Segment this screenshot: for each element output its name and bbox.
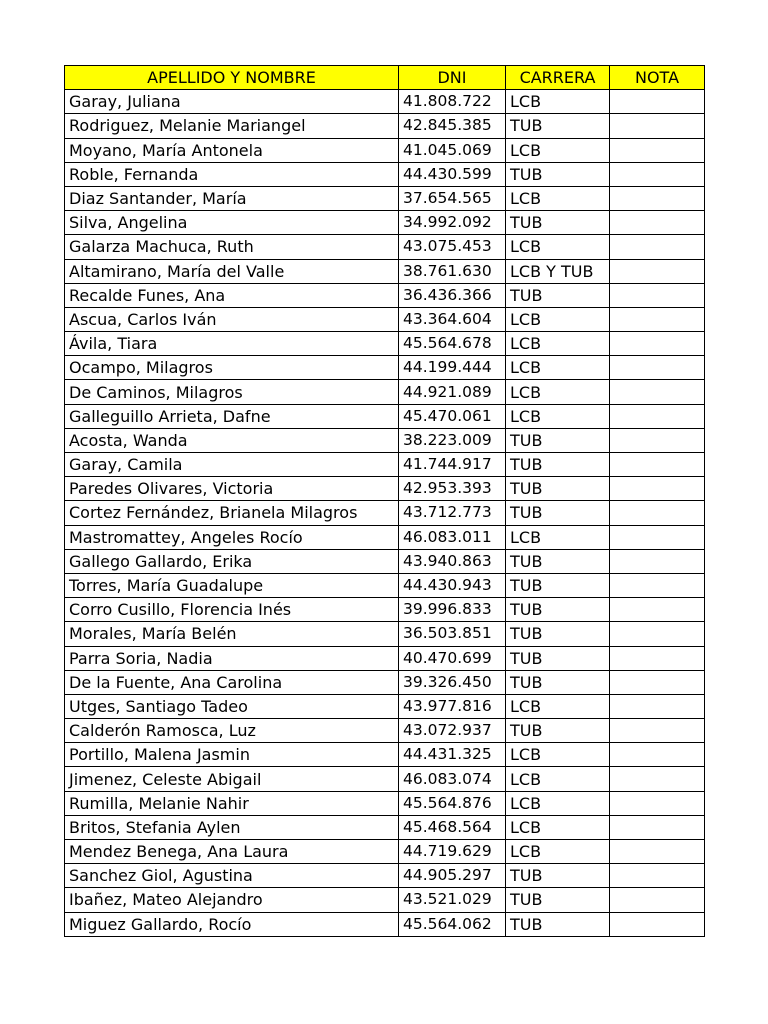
table-row [65, 211, 705, 235]
grade-cell [610, 235, 705, 259]
grade-cell [610, 767, 705, 791]
dni-cell: 38.223.009 [399, 428, 506, 452]
dni-cell: 45.468.564 [399, 815, 506, 839]
student-name-cell: Corro Cusillo, Florencia Inés [65, 598, 399, 622]
career-cell: TUB [506, 646, 610, 670]
header-name: APELLIDO Y NOMBRE [65, 66, 399, 90]
student-name-cell: Galleguillo Arrieta, Dafne [65, 404, 399, 428]
dni-cell: 41.045.069 [399, 138, 506, 162]
student-name-cell: Ascua, Carlos Iván [65, 307, 399, 331]
career-cell: TUB [506, 573, 610, 597]
dni-cell: 39.996.833 [399, 598, 506, 622]
student-name-cell: Calderón Ramosca, Luz [65, 719, 399, 743]
table-row [65, 283, 705, 307]
table-header [65, 66, 705, 90]
student-name-cell: De Caminos, Milagros [65, 380, 399, 404]
career-cell: TUB [506, 211, 610, 235]
student-name-cell: Galarza Machuca, Ruth [65, 235, 399, 259]
dni-cell: 36.436.366 [399, 283, 506, 307]
grade-cell [610, 694, 705, 718]
dni-cell: 42.845.385 [399, 114, 506, 138]
dni-cell: 44.199.444 [399, 356, 506, 380]
header-row [65, 66, 705, 90]
student-name-cell: Mendez Benega, Ana Laura [65, 840, 399, 864]
dni-cell: 44.921.089 [399, 380, 506, 404]
dni-cell: 41.808.722 [399, 90, 506, 114]
dni-cell: 44.719.629 [399, 840, 506, 864]
table-row [65, 453, 705, 477]
table-row [65, 114, 705, 138]
grade-cell [610, 356, 705, 380]
student-name-cell: Jimenez, Celeste Abigail [65, 767, 399, 791]
dni-cell: 43.364.604 [399, 307, 506, 331]
dni-cell: 46.083.011 [399, 525, 506, 549]
student-name-cell: Roble, Fernanda [65, 162, 399, 186]
career-cell: TUB [506, 864, 610, 888]
grade-cell [610, 186, 705, 210]
table-row [65, 622, 705, 646]
career-cell: TUB [506, 719, 610, 743]
grade-cell [610, 453, 705, 477]
dni-cell: 44.905.297 [399, 864, 506, 888]
career-cell: TUB [506, 477, 610, 501]
dni-cell: 39.326.450 [399, 670, 506, 694]
career-cell: LCB [506, 356, 610, 380]
grade-cell [610, 162, 705, 186]
header-career: CARRERA [506, 66, 610, 90]
career-cell: TUB [506, 549, 610, 573]
student-name-cell: Moyano, María Antonela [65, 138, 399, 162]
table-row [65, 138, 705, 162]
dni-cell: 41.744.917 [399, 453, 506, 477]
table-row [65, 428, 705, 452]
career-cell: LCB [506, 694, 610, 718]
student-name-cell: De la Fuente, Ana Carolina [65, 670, 399, 694]
career-cell: LCB Y TUB [506, 259, 610, 283]
career-cell: TUB [506, 283, 610, 307]
table-row [65, 90, 705, 114]
dni-cell: 43.075.453 [399, 235, 506, 259]
table-row [65, 767, 705, 791]
student-name-cell: Rodriguez, Melanie Mariangel [65, 114, 399, 138]
table-row [65, 864, 705, 888]
career-cell: LCB [506, 815, 610, 839]
grade-cell [610, 912, 705, 936]
career-cell: TUB [506, 670, 610, 694]
table-row [65, 477, 705, 501]
dni-cell: 40.470.699 [399, 646, 506, 670]
grade-cell [610, 259, 705, 283]
grade-cell [610, 815, 705, 839]
table-row [65, 404, 705, 428]
career-cell: LCB [506, 767, 610, 791]
career-cell: LCB [506, 186, 610, 210]
grade-cell [610, 791, 705, 815]
grade-cell [610, 598, 705, 622]
dni-cell: 43.977.816 [399, 694, 506, 718]
student-name-cell: Ávila, Tiara [65, 332, 399, 356]
table-row [65, 719, 705, 743]
table-row [65, 259, 705, 283]
career-cell: LCB [506, 840, 610, 864]
dni-cell: 44.430.943 [399, 573, 506, 597]
grade-cell [610, 719, 705, 743]
dni-cell: 43.072.937 [399, 719, 506, 743]
career-cell: TUB [506, 428, 610, 452]
table-row [65, 356, 705, 380]
grade-cell [610, 549, 705, 573]
dni-cell: 44.431.325 [399, 743, 506, 767]
career-cell: TUB [506, 598, 610, 622]
grade-cell [610, 743, 705, 767]
grade-cell [610, 404, 705, 428]
student-name-cell: Parra Soria, Nadia [65, 646, 399, 670]
table-row [65, 912, 705, 936]
career-cell: TUB [506, 622, 610, 646]
table-row [65, 332, 705, 356]
dni-cell: 38.761.630 [399, 259, 506, 283]
table-row [65, 670, 705, 694]
career-cell: LCB [506, 332, 610, 356]
student-list-table [64, 65, 705, 937]
career-cell: LCB [506, 307, 610, 331]
table-row [65, 694, 705, 718]
grade-cell [610, 501, 705, 525]
table-row [65, 380, 705, 404]
student-name-cell: Sanchez Giol, Agustina [65, 864, 399, 888]
table-row [65, 186, 705, 210]
grade-cell [610, 380, 705, 404]
student-name-cell: Diaz Santander, María [65, 186, 399, 210]
student-name-cell: Silva, Angelina [65, 211, 399, 235]
grade-cell [610, 864, 705, 888]
student-name-cell: Altamirano, María del Valle [65, 259, 399, 283]
career-cell: TUB [506, 162, 610, 186]
grade-cell [610, 840, 705, 864]
table-row [65, 791, 705, 815]
grade-cell [610, 888, 705, 912]
student-name-cell: Garay, Camila [65, 453, 399, 477]
student-name-cell: Morales, María Belén [65, 622, 399, 646]
grade-cell [610, 283, 705, 307]
student-name-cell: Garay, Juliana [65, 90, 399, 114]
student-name-cell: Cortez Fernández, Brianela Milagros [65, 501, 399, 525]
header-dni: DNI [399, 66, 506, 90]
career-cell: LCB [506, 90, 610, 114]
table-row [65, 888, 705, 912]
grade-cell [610, 622, 705, 646]
career-cell: TUB [506, 888, 610, 912]
grade-cell [610, 138, 705, 162]
student-name-cell: Paredes Olivares, Victoria [65, 477, 399, 501]
grade-cell [610, 477, 705, 501]
grade-cell [610, 573, 705, 597]
career-cell: LCB [506, 743, 610, 767]
dni-cell: 43.940.863 [399, 549, 506, 573]
table-row [65, 162, 705, 186]
table-row [65, 598, 705, 622]
student-name-cell: Rumilla, Melanie Nahir [65, 791, 399, 815]
career-cell: LCB [506, 404, 610, 428]
table-row [65, 235, 705, 259]
dni-cell: 44.430.599 [399, 162, 506, 186]
student-name-cell: Gallego Gallardo, Erika [65, 549, 399, 573]
dni-cell: 36.503.851 [399, 622, 506, 646]
career-cell: TUB [506, 453, 610, 477]
student-name-cell: Utges, Santiago Tadeo [65, 694, 399, 718]
grade-cell [610, 670, 705, 694]
grade-cell [610, 646, 705, 670]
table-body [65, 90, 705, 937]
dni-cell: 34.992.092 [399, 211, 506, 235]
grade-cell [610, 332, 705, 356]
grade-cell [610, 428, 705, 452]
career-cell: LCB [506, 525, 610, 549]
grade-cell [610, 114, 705, 138]
dni-cell: 43.712.773 [399, 501, 506, 525]
student-name-cell: Britos, Stefania Aylen [65, 815, 399, 839]
grade-cell [610, 90, 705, 114]
career-cell: LCB [506, 380, 610, 404]
student-name-cell: Acosta, Wanda [65, 428, 399, 452]
dni-cell: 45.564.678 [399, 332, 506, 356]
dni-cell: 42.953.393 [399, 477, 506, 501]
student-name-cell: Recalde Funes, Ana [65, 283, 399, 307]
career-cell: LCB [506, 791, 610, 815]
table-row [65, 815, 705, 839]
student-name-cell: Torres, María Guadalupe [65, 573, 399, 597]
table-row [65, 525, 705, 549]
dni-cell: 45.470.061 [399, 404, 506, 428]
grade-cell [610, 211, 705, 235]
career-cell: TUB [506, 501, 610, 525]
career-cell: TUB [506, 114, 610, 138]
dni-cell: 43.521.029 [399, 888, 506, 912]
dni-cell: 45.564.062 [399, 912, 506, 936]
table-row [65, 573, 705, 597]
career-cell: LCB [506, 235, 610, 259]
table-row [65, 743, 705, 767]
career-cell: LCB [506, 138, 610, 162]
student-name-cell: Ibañez, Mateo Alejandro [65, 888, 399, 912]
table-row [65, 501, 705, 525]
table-row [65, 307, 705, 331]
table-row [65, 646, 705, 670]
grade-cell [610, 307, 705, 331]
header-grade: NOTA [610, 66, 705, 90]
grade-cell [610, 525, 705, 549]
student-name-cell: Portillo, Malena Jasmin [65, 743, 399, 767]
student-name-cell: Miguez Gallardo, Rocío [65, 912, 399, 936]
student-name-cell: Ocampo, Milagros [65, 356, 399, 380]
student-name-cell: Mastromattey, Angeles Rocío [65, 525, 399, 549]
table-row [65, 840, 705, 864]
dni-cell: 37.654.565 [399, 186, 506, 210]
table-row [65, 549, 705, 573]
dni-cell: 46.083.074 [399, 767, 506, 791]
career-cell: TUB [506, 912, 610, 936]
dni-cell: 45.564.876 [399, 791, 506, 815]
